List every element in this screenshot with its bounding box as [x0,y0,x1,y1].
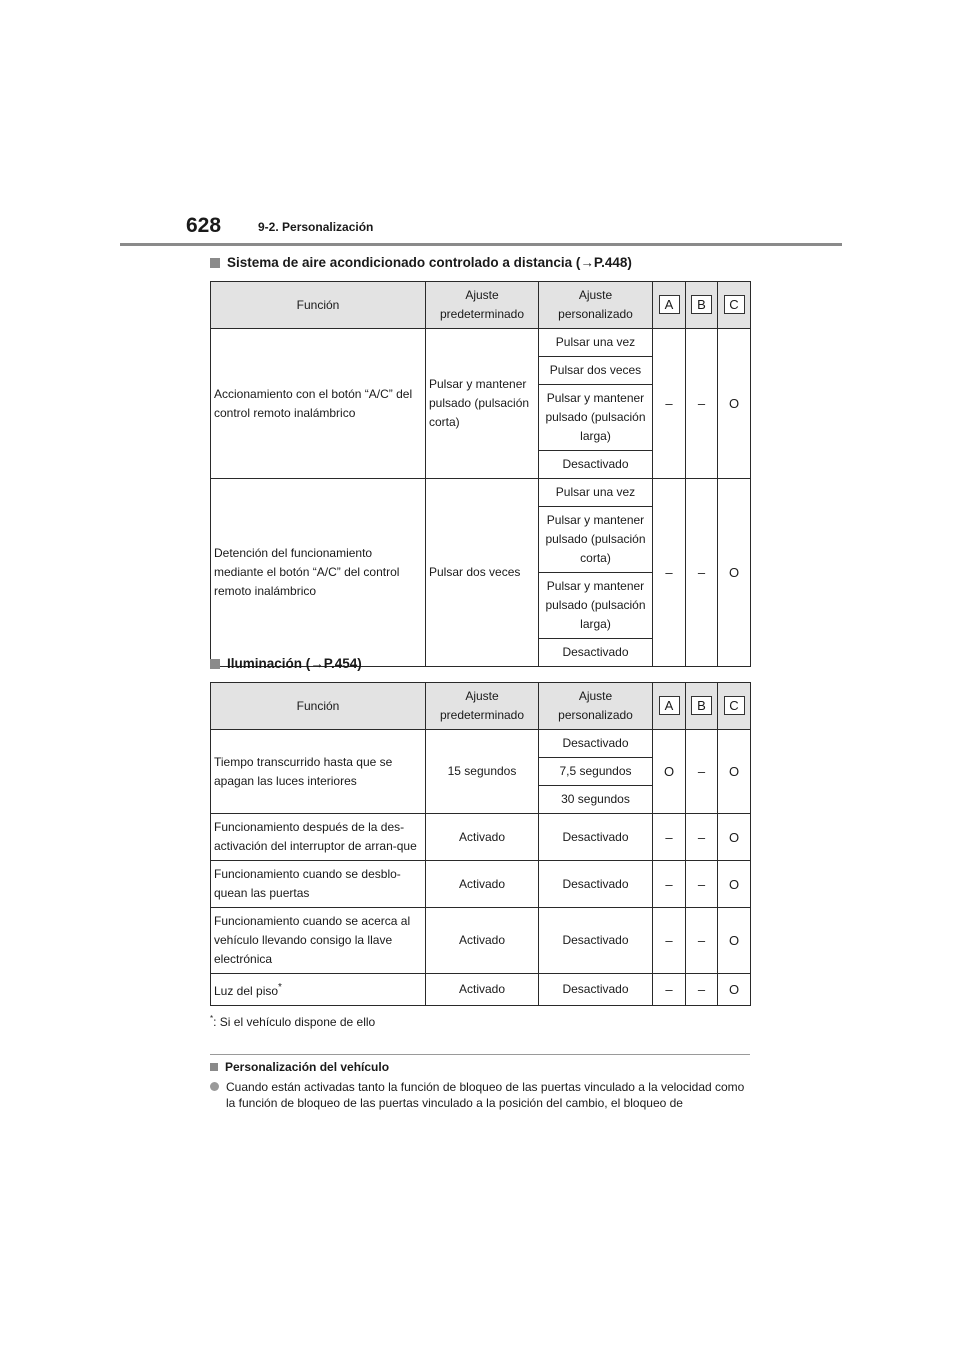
cell-custom: 7,5 segundos [539,758,653,786]
cell-function [211,974,426,1006]
cell-function: Accionamiento con el botón “A/C” del control remoto inalámbrico [211,329,426,479]
cell-b: – [686,479,718,667]
bullet-text: Cuando están activadas tanto la función de bloqueo de las puertas vinculado a la velocidad como la función de bloqueo de las puertas vinculado a la posición del cambio, el bloqueo de [226,1080,745,1110]
table-row [211,479,751,507]
section-aire-title-text: Sistema de aire acondicionado controlado a distancia (→P.448) [227,255,632,270]
square-bullet-icon [210,258,220,268]
header-b: B [691,696,712,715]
cell-custom: Desactivado [539,908,653,974]
cell-b: – [686,814,718,861]
circle-bullet-icon [210,1082,219,1091]
header-ajuste-personalizado: Ajuste personalizado [539,282,653,329]
table-header-row [211,282,751,329]
header-rule [120,243,842,246]
cell-a: O [653,730,686,814]
section-iluminacion-title-text: Iluminación (→P.454) [227,656,362,671]
square-bullet-icon [210,659,220,669]
cell-custom: Pulsar y mantener pulsado (pulsación larga) [539,385,653,451]
cell-a: – [653,814,686,861]
cell-custom: Desactivado [539,639,653,667]
cell-function: Detención del funcionamiento mediante el botón “A/C” del control remoto inalámbrico [211,479,426,667]
table-row [211,329,751,357]
header-a: A [659,295,680,314]
footnote-text: : Si el vehículo dispone de ello [213,1015,376,1029]
cell-custom: Desactivado [539,861,653,908]
cell-c: O [718,329,751,479]
header-ajuste-predeterminado: Ajuste predeterminado [426,683,539,730]
cell-b: – [686,974,718,1006]
chapter-title: 9-2. Personalización [258,220,374,234]
cell-b: – [686,861,718,908]
header-b: B [691,295,712,314]
footnote-marker: * [278,982,282,993]
cell-c: O [718,861,751,908]
table-row [211,861,751,908]
cell-custom: Desactivado [539,814,653,861]
cell-function: Tiempo transcurrido hasta que se apagan las luces interiores [211,730,426,814]
header-funcion: Función [211,683,426,730]
cell-b: – [686,329,718,479]
cell-c: O [718,974,751,1006]
section-divider [210,1054,750,1055]
page-number: 628 [186,214,222,237]
header-a: A [659,696,680,715]
header-ajuste-predeterminado: Ajuste predeterminado [426,282,539,329]
table-row [211,814,751,861]
table-row [211,908,751,974]
cell-default: Pulsar dos veces [426,479,539,667]
cell-c: O [718,814,751,861]
cell-default: Activado [426,974,539,1006]
bullet-paragraph [210,1079,750,1111]
cell-a: – [653,908,686,974]
cell-c: O [718,730,751,814]
footnote [210,1014,375,1029]
section-aire-title [210,255,632,270]
table-aire-acondicionado [210,281,751,667]
header-c: C [724,696,745,715]
table-row [211,730,751,758]
section-iluminacion-title [210,656,362,671]
cell-default: 15 segundos [426,730,539,814]
cell-custom: Desactivado [539,730,653,758]
cell-custom: Pulsar y mantener pulsado (pulsación corta) [539,507,653,573]
header-c: C [724,295,745,314]
cell-a: – [653,974,686,1006]
cell-function: Funcionamiento después de la des-activación del interruptor de arran-que [211,814,426,861]
cell-default: Activado [426,814,539,861]
cell-custom: Desactivado [539,451,653,479]
cell-custom: Desactivado [539,974,653,1006]
cell-c: O [718,479,751,667]
footnote-mark: * [210,1014,214,1023]
subsection-title [210,1060,389,1074]
table-iluminacion [210,682,751,1006]
subsection-title-text: Personalización del vehículo [225,1060,390,1074]
header-funcion: Función [211,282,426,329]
cell-a: – [653,479,686,667]
cell-custom: Pulsar una vez [539,479,653,507]
table-header-row [211,683,751,730]
cell-custom: 30 segundos [539,786,653,814]
header-ajuste-personalizado: Ajuste personalizado [539,683,653,730]
cell-custom: Pulsar dos veces [539,357,653,385]
cell-c: O [718,908,751,974]
square-bullet-icon [210,1063,218,1071]
cell-default: Pulsar y mantener pulsado (pulsación corta) [426,329,539,479]
cell-function: Funcionamiento cuando se desblo-quean las puertas [211,861,426,908]
cell-a: – [653,861,686,908]
cell-default: Activado [426,861,539,908]
cell-b: – [686,908,718,974]
cell-custom: Pulsar una vez [539,329,653,357]
cell-function: Funcionamiento cuando se acerca al vehículo llevando consigo la llave electrónica [211,908,426,974]
cell-custom: Pulsar y mantener pulsado (pulsación larga) [539,573,653,639]
cell-b: – [686,730,718,814]
cell-a: – [653,329,686,479]
cell-default: Activado [426,908,539,974]
table-row [211,974,751,1006]
cell-function-text: Luz del piso [214,984,279,998]
